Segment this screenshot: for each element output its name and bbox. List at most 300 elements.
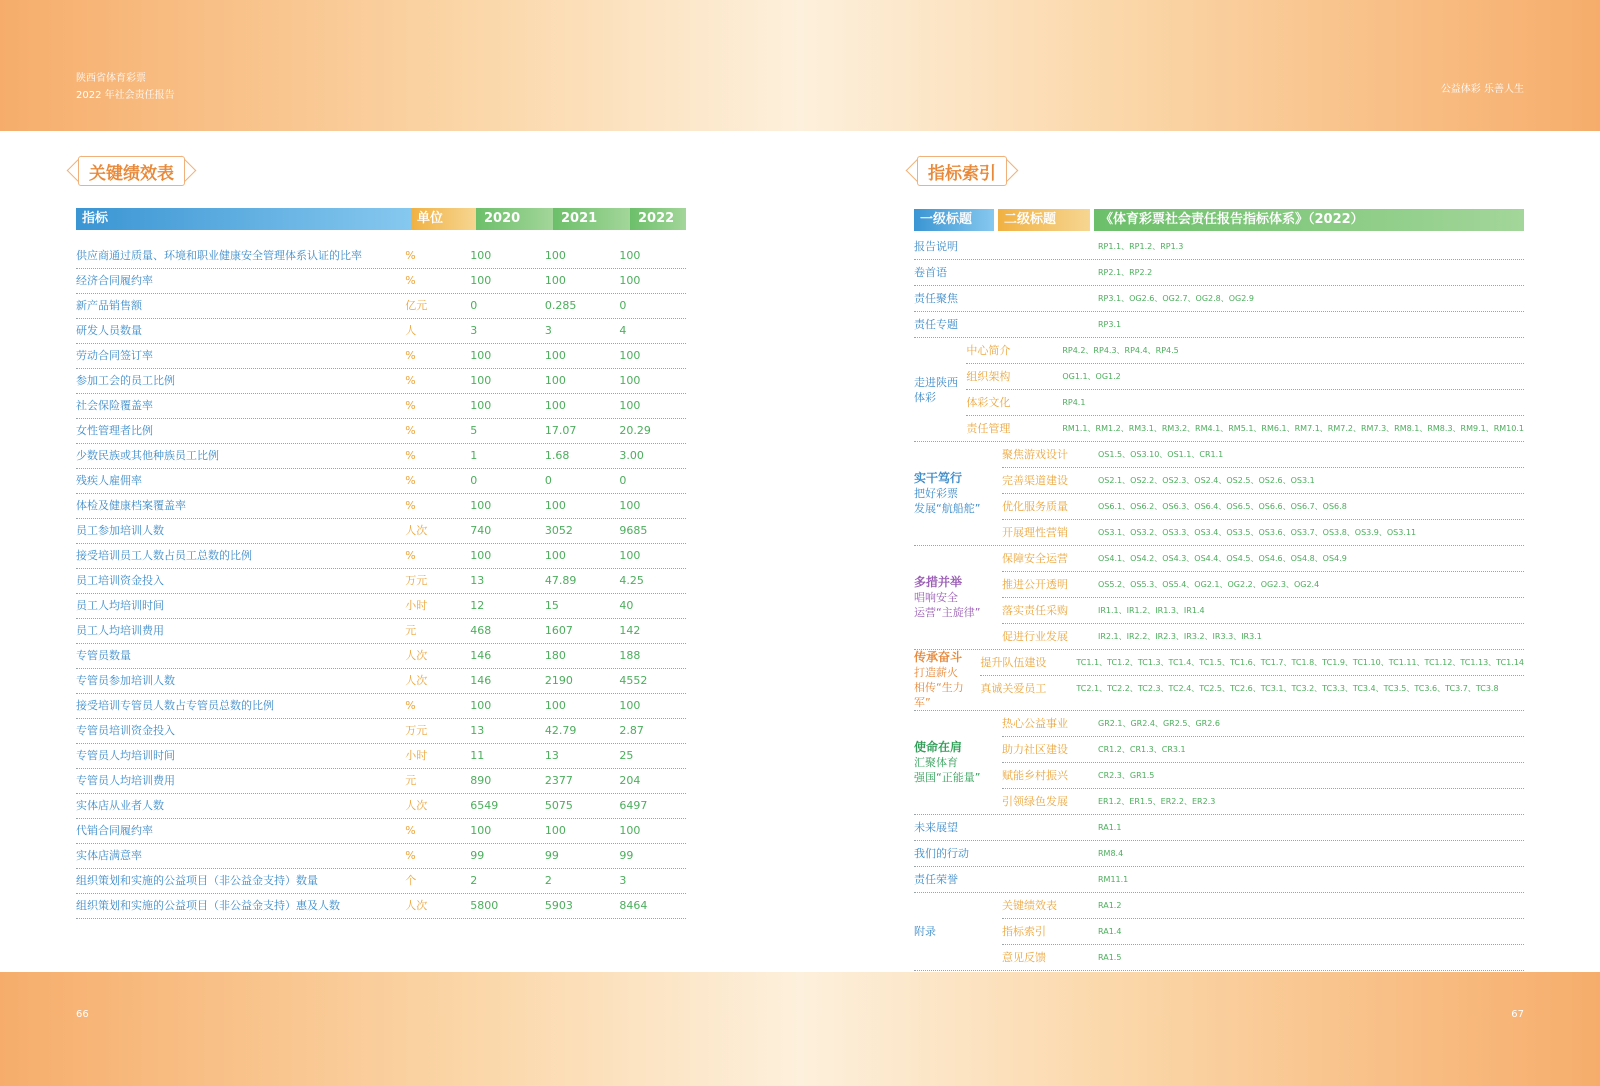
indicator-cell: 员工参加培训人数 — [76, 524, 164, 537]
indicator-cell: 体检及健康档案覆盖率 — [76, 499, 186, 512]
level1-title — [914, 893, 1002, 970]
unit-cell: % — [405, 699, 416, 712]
value-2020-cell: 11 — [470, 749, 485, 762]
value-2020-cell: 468 — [470, 624, 492, 637]
index-group — [914, 893, 1524, 971]
value-2021-cell: 0.285 — [544, 299, 577, 312]
level1-title — [914, 234, 1002, 259]
org-name: 陕西省体育彩票 — [76, 73, 146, 84]
index-section-title: 指标索引 — [917, 156, 1007, 186]
col-header-level1: 一级标题 — [914, 209, 994, 231]
value-2022-cell: 100 — [619, 399, 641, 412]
value-2021-cell: 5075 — [544, 799, 573, 812]
indicator-codes: RP2.1、RP2.2 — [1098, 268, 1153, 277]
report-header — [76, 70, 175, 104]
index-group — [914, 312, 1524, 338]
indicator-codes: RA1.4 — [1098, 927, 1122, 936]
value-2021-cell: 2190 — [544, 674, 573, 687]
value-2021-cell: 100 — [544, 499, 566, 512]
table-row — [1002, 944, 1524, 970]
value-2020-cell: 5 — [470, 424, 478, 437]
indicator-codes: TC1.1、TC1.2、TC1.3、TC1.4、TC1.5、TC1.6、TC1.7、TC1.8、TC1.9、TC1.10、TC1.11、TC1.12、TC1.13、TC1.14 — [1076, 658, 1524, 667]
table-row — [980, 675, 1524, 701]
value-2021-cell: 99 — [544, 849, 559, 862]
value-2021-cell: 100 — [544, 274, 566, 287]
level2-title — [1002, 260, 1098, 285]
value-2020-cell: 12 — [470, 599, 485, 612]
table-row — [76, 669, 686, 694]
value-2020-cell: 2 — [470, 874, 478, 887]
value-2022-cell: 100 — [619, 374, 641, 387]
indicator-codes: RM8.4 — [1098, 849, 1124, 858]
indicator-codes: GR2.1、GR2.4、GR2.5、GR2.6 — [1098, 719, 1220, 728]
value-2021-cell: 5903 — [544, 899, 573, 912]
unit-cell: 个 — [405, 874, 417, 887]
level2-title: 推进公开透明 — [1002, 578, 1068, 591]
level1-title-sub: 发展“航船舵” — [914, 502, 981, 515]
level1-title-main: 多措并举 — [914, 575, 963, 589]
kpi-table — [76, 208, 686, 919]
table-row — [76, 644, 686, 669]
value-2020-cell: 890 — [470, 774, 492, 787]
indicator-cell: 经济合同履约率 — [76, 274, 153, 287]
level1-title — [914, 815, 1002, 840]
value-2022-cell: 204 — [619, 774, 641, 787]
value-2021-cell: 13 — [544, 749, 559, 762]
value-2022-cell: 3 — [619, 874, 627, 887]
value-2020-cell: 100 — [470, 824, 492, 837]
unit-cell: % — [405, 249, 416, 262]
unit-cell: 小时 — [405, 749, 428, 762]
indicator-codes: OS6.1、OS6.2、OS6.3、OS6.4、OS6.5、OS6.6、OS6.7、OS6.8 — [1098, 502, 1347, 511]
indicator-codes: RA1.2 — [1098, 901, 1122, 910]
level2-title: 关键绩效表 — [1002, 899, 1057, 912]
table-row — [980, 650, 1524, 675]
table-row — [76, 344, 686, 369]
table-row — [76, 294, 686, 319]
value-2020-cell: 100 — [470, 499, 492, 512]
indicator-codes: TC2.1、TC2.2、TC2.3、TC2.4、TC2.5、TC2.6、TC3.1、TC3.2、TC3.3、TC3.4、TC3.5、TC3.6、TC3.7、TC3.8 — [1076, 684, 1499, 693]
indicator-codes: RA1.5 — [1098, 953, 1122, 962]
value-2022-cell: 4.25 — [619, 574, 644, 587]
unit-cell: % — [405, 349, 416, 362]
value-2020-cell: 3 — [470, 324, 478, 337]
unit-cell: 万元 — [405, 724, 428, 737]
level2-title: 提升队伍建设 — [980, 656, 1047, 669]
level1-title-sub: 运营“主旋律” — [914, 606, 981, 619]
indicator-codes: CR2.3、GR1.5 — [1098, 771, 1155, 780]
value-2021-cell: 100 — [544, 249, 566, 262]
value-2020-cell: 100 — [470, 699, 492, 712]
table-row — [1002, 762, 1524, 788]
level1-title-main: 报告说明 — [914, 240, 958, 253]
indicator-cell: 专管员人均培训时间 — [76, 749, 175, 762]
col-header-unit: 单位 — [411, 208, 476, 230]
value-2022-cell: 100 — [619, 349, 641, 362]
table-row — [76, 694, 686, 719]
indicator-codes: OS4.1、OS4.2、OS4.3、OS4.4、OS4.5、OS4.6、OS4.8、OS4.9 — [1098, 554, 1347, 563]
level2-title: 开展理性营销 — [1002, 526, 1068, 539]
table-row — [76, 769, 686, 794]
value-2022-cell: 99 — [619, 849, 634, 862]
table-row — [76, 319, 686, 344]
level2-title: 引领绿色发展 — [1002, 795, 1068, 808]
kpi-table-header — [76, 208, 686, 230]
value-2022-cell: 100 — [619, 549, 641, 562]
value-2022-cell: 4552 — [619, 674, 648, 687]
value-2021-cell: 15 — [544, 599, 559, 612]
table-row — [1002, 442, 1524, 467]
level1-title — [914, 841, 1002, 866]
level1-title — [914, 286, 1002, 311]
value-2021-cell: 2 — [544, 874, 552, 887]
value-2021-cell: 1.68 — [544, 449, 570, 462]
table-row — [1002, 918, 1524, 944]
table-row — [76, 394, 686, 419]
value-2021-cell: 180 — [544, 649, 566, 662]
table-row — [76, 569, 686, 594]
level1-title-main: 走进陕西体彩 — [914, 375, 958, 404]
level1-title-main: 责任荣誉 — [914, 873, 958, 886]
table-row — [76, 419, 686, 444]
table-row — [1002, 893, 1524, 918]
level2-title: 落实责任采购 — [1002, 604, 1068, 617]
table-row — [1002, 312, 1524, 337]
value-2020-cell: 100 — [470, 549, 492, 562]
level1-title-sub: 相传“生力军” — [914, 681, 964, 709]
level1-title-sub: 打造薪火 — [914, 666, 958, 679]
level2-title: 体彩文化 — [966, 396, 1011, 409]
indicator-cell: 参加工会的员工比例 — [76, 374, 175, 387]
value-2020-cell: 5800 — [470, 899, 499, 912]
unit-cell: % — [405, 474, 416, 487]
level1-title-main: 传承奋斗 — [914, 650, 963, 664]
value-2020-cell: 13 — [470, 574, 485, 587]
level2-title: 完善渠道建设 — [1002, 474, 1068, 487]
level2-title: 热心公益事业 — [1002, 717, 1068, 730]
level2-title: 组织架构 — [966, 370, 1011, 383]
indicator-cell: 女性管理者比例 — [76, 424, 153, 437]
kpi-section-title: 关键绩效表 — [78, 156, 185, 186]
level1-title-main: 使命在肩 — [914, 740, 963, 754]
level1-title-main: 卷首语 — [914, 266, 947, 279]
table-row — [76, 369, 686, 394]
col-header-indicator: 指标 — [76, 208, 411, 230]
index-group — [914, 711, 1524, 815]
slogan: 公益体彩 乐善人生 — [1440, 84, 1524, 95]
indicator-codes: RP4.1 — [1062, 398, 1086, 407]
level2-title: 指标索引 — [1002, 925, 1046, 938]
level2-title: 赋能乡村振兴 — [1002, 769, 1068, 782]
indicator-cell: 组织策划和实施的公益项目（非公益金支持）数量 — [76, 874, 318, 887]
table-row — [966, 338, 1524, 363]
value-2020-cell: 100 — [470, 274, 492, 287]
index-table-header — [914, 209, 1524, 231]
level1-title-main: 责任专题 — [914, 318, 958, 331]
indicator-cell: 少数民族或其他种族员工比例 — [76, 449, 219, 462]
indicator-codes: OS5.2、OS5.3、OS5.4、OG2.1、OG2.2、OG2.3、OG2.4 — [1098, 580, 1320, 589]
indicator-cell: 接受培训员工人数占员工总数的比例 — [76, 549, 252, 562]
table-row — [1002, 260, 1524, 285]
index-group — [914, 815, 1524, 841]
table-row — [1002, 597, 1524, 623]
table-row — [76, 544, 686, 569]
unit-cell: 人次 — [405, 649, 428, 662]
value-2021-cell: 100 — [544, 824, 566, 837]
table-row — [76, 269, 686, 294]
indicator-cell: 专管员人均培训费用 — [76, 774, 175, 787]
level1-title — [914, 650, 980, 710]
table-row — [966, 415, 1524, 441]
indicator-cell: 实体店从业者人数 — [76, 799, 164, 812]
header-band — [0, 0, 1600, 131]
table-row — [1002, 711, 1524, 736]
indicator-cell: 员工人均培训费用 — [76, 624, 164, 637]
footer-band — [0, 972, 1600, 1086]
value-2020-cell: 0 — [470, 474, 478, 487]
table-row — [966, 363, 1524, 389]
level2-title: 保障安全运营 — [1002, 552, 1068, 565]
indicator-cell: 接受培训专管员人数占专管员总数的比例 — [76, 699, 274, 712]
value-2020-cell: 100 — [470, 374, 492, 387]
index-table-body — [914, 234, 1524, 971]
value-2020-cell: 100 — [470, 349, 492, 362]
value-2020-cell: 146 — [470, 649, 492, 662]
col-header-level2: 二级标题 — [998, 209, 1090, 231]
table-row — [76, 869, 686, 894]
unit-cell: 元 — [405, 624, 417, 637]
level2-title: 助力社区建设 — [1002, 743, 1068, 756]
unit-cell: % — [405, 499, 416, 512]
level1-title-main: 附录 — [914, 925, 936, 938]
unit-cell: % — [405, 399, 416, 412]
level1-title-sub: 汇聚体育 — [914, 756, 958, 769]
indicator-cell: 专管员培训资金投入 — [76, 724, 175, 737]
value-2020-cell: 0 — [470, 299, 478, 312]
value-2022-cell: 100 — [619, 824, 641, 837]
level2-title: 中心简介 — [966, 344, 1011, 357]
index-group — [914, 234, 1524, 260]
index-group — [914, 260, 1524, 286]
indicator-cell: 员工培训资金投入 — [76, 574, 164, 587]
value-2021-cell: 1607 — [544, 624, 573, 637]
value-2020-cell: 13 — [470, 724, 485, 737]
unit-cell: % — [405, 424, 416, 437]
level2-title — [1002, 312, 1098, 337]
value-2021-cell: 100 — [544, 374, 566, 387]
index-group — [914, 442, 1524, 546]
unit-cell: 人次 — [405, 899, 428, 912]
table-row — [1002, 867, 1524, 892]
table-row — [1002, 841, 1524, 866]
table-row — [76, 469, 686, 494]
unit-cell: % — [405, 449, 416, 462]
value-2020-cell: 1 — [470, 449, 478, 462]
indicator-cell: 代销合同履约率 — [76, 824, 153, 837]
value-2022-cell: 188 — [619, 649, 641, 662]
unit-cell: % — [405, 824, 416, 837]
level1-title — [914, 546, 1002, 649]
indicator-codes: RP3.1、OG2.6、OG2.7、OG2.8、OG2.9 — [1098, 294, 1254, 303]
level1-title-sub: 强国“正能量” — [914, 771, 981, 784]
level2-title — [1002, 867, 1098, 892]
table-row — [76, 494, 686, 519]
level1-title-sub: 把好彩票 — [914, 487, 958, 500]
table-row — [76, 794, 686, 819]
value-2021-cell: 42.79 — [544, 724, 577, 737]
indicator-codes: OS1.5、OS3.10、OS1.1、CR1.1 — [1098, 450, 1224, 459]
index-table — [914, 209, 1524, 971]
indicator-cell: 专管员数量 — [76, 649, 131, 662]
value-2022-cell: 3.00 — [619, 449, 644, 462]
indicator-codes: RM1.1、RM1.2、RM3.1、RM3.2、RM4.1、RM5.1、RM6.1、RM7.1、RM7.2、RM7.3、RM8.1、RM8.3、RM9.1、RM10.1 — [1062, 424, 1524, 433]
value-2022-cell: 0 — [619, 299, 627, 312]
table-row — [1002, 493, 1524, 519]
level2-title: 聚焦游戏设计 — [1002, 448, 1068, 461]
table-row — [76, 844, 686, 869]
index-group — [914, 546, 1524, 650]
value-2020-cell: 740 — [470, 524, 492, 537]
level1-title-main: 实干笃行 — [914, 471, 963, 485]
col-header-2020: 2020 — [476, 208, 553, 230]
table-row — [1002, 234, 1524, 259]
indicator-codes: IR2.1、IR2.2、IR2.3、IR3.2、IR3.3、IR3.1 — [1098, 632, 1262, 641]
value-2022-cell: 4 — [619, 324, 627, 337]
level1-title-main: 我们的行动 — [914, 847, 969, 860]
value-2020-cell: 100 — [470, 399, 492, 412]
report-name: 2022 年社会责任报告 — [76, 90, 175, 101]
value-2021-cell: 47.89 — [544, 574, 577, 587]
indicator-cell: 组织策划和实施的公益项目（非公益金支持）惠及人数 — [76, 899, 340, 912]
unit-cell: % — [405, 374, 416, 387]
level2-title: 促进行业发展 — [1002, 630, 1068, 643]
table-row — [76, 519, 686, 544]
level2-title — [1002, 815, 1098, 840]
level2-title: 意见反馈 — [1002, 951, 1046, 964]
level1-title — [914, 711, 1002, 814]
level1-title — [914, 312, 1002, 337]
value-2022-cell: 40 — [619, 599, 634, 612]
table-row — [1002, 736, 1524, 762]
table-row — [76, 819, 686, 844]
indicator-cell: 研发人员数量 — [76, 324, 142, 337]
indicator-cell: 劳动合同签订率 — [76, 349, 153, 362]
value-2022-cell: 0 — [619, 474, 627, 487]
indicator-cell: 供应商通过质量、环境和职业健康安全管理体系认证的比率 — [76, 249, 362, 262]
index-group — [914, 650, 1524, 711]
indicator-cell: 残疾人雇佣率 — [76, 474, 142, 487]
level2-title — [1002, 234, 1098, 259]
index-group — [914, 338, 1524, 442]
level2-title: 真诚关爱员工 — [980, 682, 1047, 695]
indicator-codes: OS3.1、OS3.2、OS3.3、OS3.4、OS3.5、OS3.6、OS3.7、OS3.8、OS3.9、OS3.11 — [1098, 528, 1417, 537]
indicator-codes: RA1.1 — [1098, 823, 1122, 832]
value-2022-cell: 6497 — [619, 799, 648, 812]
indicator-cell: 新产品销售额 — [76, 299, 142, 312]
level2-title: 优化服务质量 — [1002, 500, 1068, 513]
kpi-table-body — [76, 244, 686, 919]
unit-cell: 人次 — [405, 799, 428, 812]
table-row — [1002, 815, 1524, 840]
indicator-cell: 员工人均培训时间 — [76, 599, 164, 612]
page-number-left: 66 — [76, 1009, 89, 1020]
value-2022-cell: 100 — [619, 499, 641, 512]
indicator-codes: OG1.1、OG1.2 — [1062, 372, 1121, 381]
unit-cell: 元 — [405, 774, 417, 787]
indicator-codes: RP3.1 — [1098, 320, 1122, 329]
value-2022-cell: 8464 — [619, 899, 648, 912]
table-row — [1002, 546, 1524, 571]
value-2022-cell: 100 — [619, 274, 641, 287]
unit-cell: 亿元 — [405, 299, 428, 312]
table-row — [76, 619, 686, 644]
table-row — [76, 444, 686, 469]
level2-title — [1002, 841, 1098, 866]
indicator-cell: 专管员参加培训人数 — [76, 674, 175, 687]
indicator-codes: OS2.1、OS2.2、OS2.3、OS2.4、OS2.5、OS2.6、OS3.1 — [1098, 476, 1315, 485]
level1-title-main: 未来展望 — [914, 821, 958, 834]
indicator-codes: RP4.2、RP4.3、RP4.4、RP4.5 — [1062, 346, 1179, 355]
value-2022-cell: 2.87 — [619, 724, 644, 737]
unit-cell: 人 — [405, 324, 417, 337]
level2-title — [1002, 286, 1098, 311]
unit-cell: 人次 — [405, 524, 428, 537]
value-2022-cell: 9685 — [619, 524, 648, 537]
level1-title-main: 责任聚焦 — [914, 292, 958, 305]
value-2021-cell: 100 — [544, 399, 566, 412]
unit-cell: 小时 — [405, 599, 428, 612]
value-2020-cell: 100 — [470, 249, 492, 262]
value-2020-cell: 146 — [470, 674, 492, 687]
level1-title — [914, 867, 1002, 892]
table-row — [1002, 623, 1524, 649]
level1-title-sub: 唱响安全 — [914, 591, 958, 604]
value-2022-cell: 100 — [619, 699, 641, 712]
table-row — [76, 894, 686, 919]
table-row — [966, 389, 1524, 415]
unit-cell: % — [405, 274, 416, 287]
indicator-codes: IR1.1、IR1.2、IR1.3、IR1.4 — [1098, 606, 1205, 615]
value-2021-cell: 3052 — [544, 524, 573, 537]
value-2021-cell: 100 — [544, 699, 566, 712]
value-2021-cell: 0 — [544, 474, 552, 487]
table-row — [76, 744, 686, 769]
value-2020-cell: 99 — [470, 849, 485, 862]
table-row — [76, 594, 686, 619]
unit-cell: % — [405, 549, 416, 562]
col-header-2022: 2022 — [630, 208, 686, 230]
value-2022-cell: 142 — [619, 624, 641, 637]
indicator-codes: ER1.2、ER1.5、ER2.2、ER2.3 — [1098, 797, 1216, 806]
table-row — [1002, 467, 1524, 493]
index-group — [914, 286, 1524, 312]
value-2021-cell: 100 — [544, 349, 566, 362]
unit-cell: 万元 — [405, 574, 428, 587]
indicator-codes: RP1.1、RP1.2、RP1.3 — [1098, 242, 1184, 251]
indicator-cell: 社会保险覆盖率 — [76, 399, 153, 412]
value-2021-cell: 100 — [544, 549, 566, 562]
table-row — [1002, 519, 1524, 545]
level1-title — [914, 442, 1002, 545]
level2-title: 责任管理 — [966, 422, 1011, 435]
index-group — [914, 841, 1524, 867]
table-row — [76, 719, 686, 744]
value-2021-cell: 2377 — [544, 774, 573, 787]
value-2021-cell: 3 — [544, 324, 552, 337]
index-group — [914, 867, 1524, 893]
unit-cell: % — [405, 849, 416, 862]
value-2021-cell: 17.07 — [544, 424, 577, 437]
